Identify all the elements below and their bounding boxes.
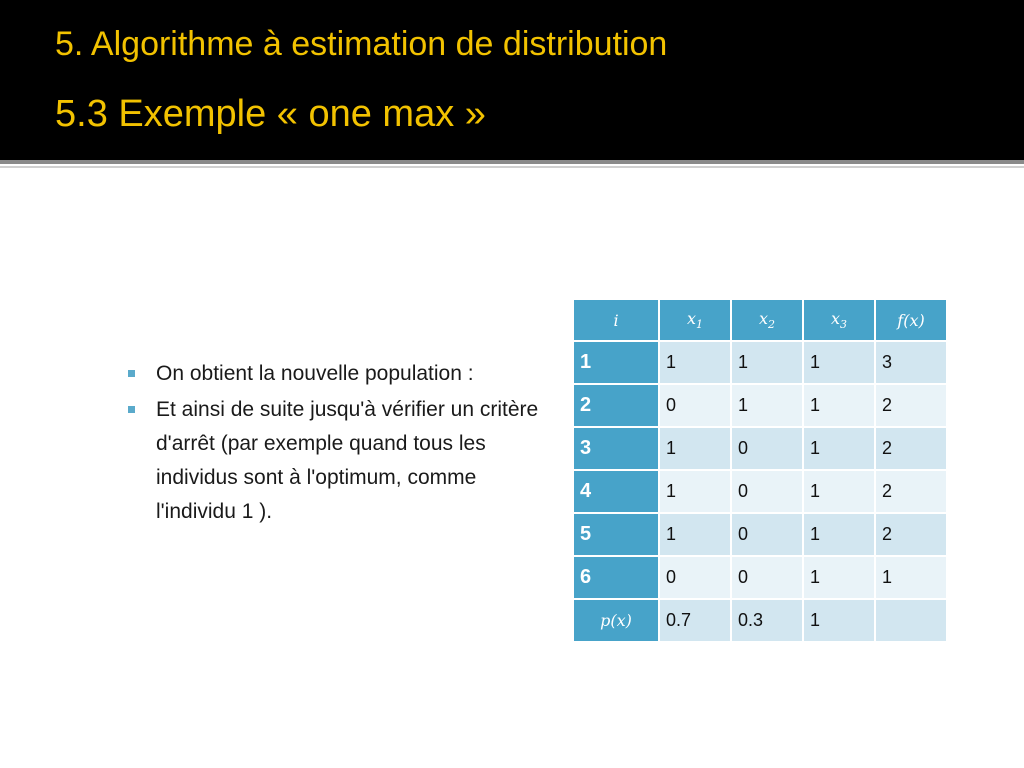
cell-fx: 1 (875, 556, 947, 599)
subscript: 1 (696, 318, 704, 332)
cell-x3: 1 (803, 341, 875, 384)
table-row (573, 427, 947, 470)
cell-x1: 1 (659, 470, 731, 513)
row-label: 6 (573, 556, 659, 599)
row-label: 4 (573, 470, 659, 513)
slide-subtitle: 5.3 Exemple « one max » (55, 93, 486, 135)
table-row (573, 470, 947, 513)
header-x2 (731, 299, 803, 341)
row-label: 2 (573, 384, 659, 427)
cell-x1: 1 (659, 513, 731, 556)
cell-x1: 1 (659, 427, 731, 470)
cell-x1: 1 (659, 341, 731, 384)
cell-x1: 0 (659, 556, 731, 599)
header-fx: f(x) (875, 299, 947, 341)
header-x1 (659, 299, 731, 341)
table-header-row (573, 299, 947, 341)
header-x1-label: $x_1$ (686, 308, 704, 332)
cell-fx: 2 (875, 513, 947, 556)
row-label: 1 (573, 341, 659, 384)
cell-x3: 1 (803, 470, 875, 513)
header-x3 (803, 299, 875, 341)
cell-x3: 1 (803, 513, 875, 556)
bullet-item (126, 357, 546, 391)
cell-x3: 1 (803, 427, 875, 470)
subscript: 3 (840, 318, 848, 332)
table-row (573, 341, 947, 384)
slide-title: 5. Algorithme à estimation de distribution (55, 25, 668, 63)
cell-fx: 2 (875, 384, 947, 427)
cell-fx: 2 (875, 470, 947, 513)
table-row (573, 513, 947, 556)
cell-x3: 1 (803, 384, 875, 427)
cell-x2: 0 (731, 513, 803, 556)
cell-x3: 1 (803, 556, 875, 599)
bullet-text: Et ainsi de suite jusqu'à vérifier un critère d'arrêt (par exemple quand tous les individus sont à l'optimum, comme l'individu 1 ). (156, 398, 539, 523)
cell-x2: 1 (731, 341, 803, 384)
cell-fx: 3 (875, 341, 947, 384)
header-divider (0, 160, 1024, 164)
bullet-text: On obtient la nouvelle population : (156, 362, 474, 385)
header-x2-label: $x_2$ (758, 308, 776, 332)
header-x3-label: $x_3$ (830, 308, 848, 332)
table-footer-row (573, 599, 947, 642)
bullet-list (126, 357, 546, 531)
header-divider-thin (0, 166, 1024, 168)
cell-x2: 1 (731, 384, 803, 427)
population-table (572, 298, 948, 643)
row-label: 3 (573, 427, 659, 470)
table-row (573, 384, 947, 427)
cell-x2: 0 (731, 427, 803, 470)
cell-x2: 0 (731, 556, 803, 599)
row-label-px: p(x) (573, 599, 659, 642)
header-i: i (573, 299, 659, 341)
subscript: 2 (768, 318, 776, 332)
cell-x1: 0 (659, 384, 731, 427)
cell-px-fx (875, 599, 947, 642)
cell-fx: 2 (875, 427, 947, 470)
cell-px-x2: 0.3 (731, 599, 803, 642)
slide-header (0, 0, 1024, 160)
cell-x2: 0 (731, 470, 803, 513)
bullet-square-icon (128, 406, 135, 413)
cell-px-x3: 1 (803, 599, 875, 642)
table-row (573, 556, 947, 599)
bullet-square-icon (128, 370, 135, 377)
row-label: 5 (573, 513, 659, 556)
bullet-item (126, 393, 546, 529)
cell-px-x1: 0.7 (659, 599, 731, 642)
